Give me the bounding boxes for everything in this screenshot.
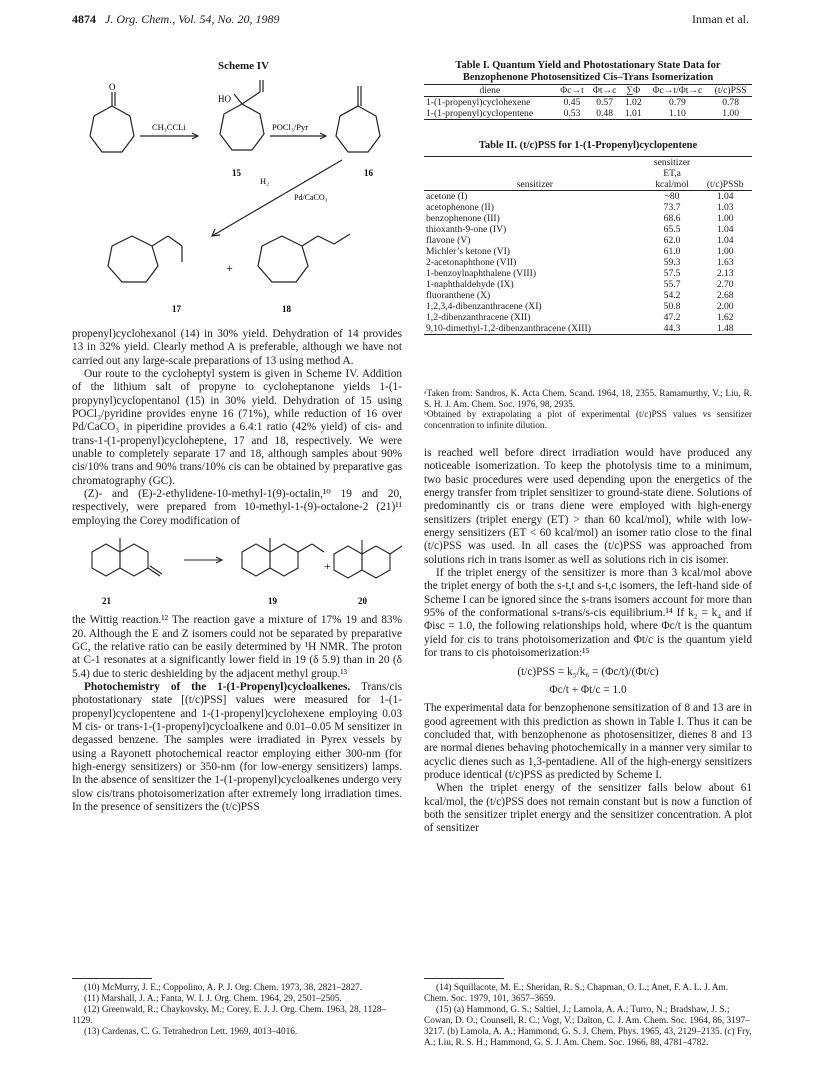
table-cell: 0.79 bbox=[669, 97, 686, 108]
table-cell: 55.7 bbox=[663, 279, 681, 290]
page-number: 4874 bbox=[72, 12, 96, 26]
table-cell: thioxanth-9-one (IV) bbox=[426, 224, 507, 235]
octalin-scheme bbox=[72, 532, 402, 612]
compound-21-label: 21 bbox=[102, 596, 111, 607]
paragraph: is reached well before direct irradiation would have produced any noticeable isomerization. To keep the photolysis time to a minimum, two basic procedures were used depending upon the energetics of the energy transfer from triplet sensitizer to ground-state diene. Solutions of predominantly cis or trans diene were employed with high-energy sensitizers (triplet energy (ET) > than 60 kcal/mol), while with low-energy sensitizers (ET < 60 kcal/mol) an isomer ratio close to the final (t/c)PSS was used. In all cases the (t/c)PSS was approached from solutions rich in trans isomer as well as solutions rich in cis isomer. bbox=[424, 447, 752, 566]
compound-20-label: 20 bbox=[358, 596, 367, 607]
paragraph: Our route to the cycloheptyl system is given in Scheme IV. Addition of the lithium salt of propyne to cycloheptanone yields 1-(1-propynyl)cyclopentanol (15) in 30% yield. Dehydration of 15 using POCl₃/pyridine provides enyne 16 (71%), while reduction of 16 over Pd/CaCO₃ in piperidine provides a 6.4:1 ratio (42% yield) of cis- and trans-1-(1-propenyl)cycloheptene, 17 and 18, respectively. We were unable to completely separate 17 and 18, although samples about 90% cis/10% trans and 90% trans/10% cis can be obtained by preparative gas chromatography (GC). bbox=[72, 368, 402, 487]
enyne-ring bbox=[336, 106, 380, 152]
table-cell: 9,10-dimethyl-1,2-dibenzanthracene (XIII) bbox=[426, 323, 591, 334]
table-cell: 1.63 bbox=[716, 257, 734, 268]
reference: (12) Greenwald, R.; Chaykovsky, M.; Corey, E. J. J. Org. Chem. 1963, 28, 1128–1129. bbox=[72, 1005, 387, 1026]
journal-citation: J. Org. Chem., Vol. 54, No. 20, 1989 bbox=[105, 12, 280, 26]
table-cell: 68.6 bbox=[663, 213, 681, 224]
section-heading: Photochemistry of the 1-(1-Propenyl)cycloalkenes. bbox=[84, 680, 351, 693]
table-row bbox=[424, 191, 752, 203]
table-cell: ~80 bbox=[664, 191, 680, 202]
section-paragraph bbox=[72, 681, 402, 814]
compound-15-label: 15 bbox=[232, 168, 241, 178]
footnote-separator bbox=[72, 978, 152, 979]
table-row bbox=[424, 235, 752, 246]
column-header: sensitizer bbox=[516, 179, 553, 190]
plus-sign: + bbox=[324, 559, 331, 574]
hydroxyl-label: HO bbox=[218, 94, 231, 104]
compound-18-label: 18 bbox=[282, 304, 291, 314]
footnote-separator bbox=[424, 978, 504, 979]
table-row bbox=[424, 246, 752, 257]
compound-16-label: 16 bbox=[364, 168, 373, 178]
column-header: (t/c)PSSb bbox=[706, 179, 744, 190]
footnote: ᵇObtained by extrapolating a plot of experimental (t/c)PSS values vs sensitizer concentration to infinite dilution. bbox=[424, 410, 752, 431]
table-cell: Michler’s ketone (VI) bbox=[426, 246, 511, 257]
reference: (10) McMurry, J. E.; Coppolino, A. P. J. Org. Chem. 1973, 38, 2821–2827. bbox=[84, 983, 363, 993]
table-cell: 2-acetonaphthone (VII) bbox=[426, 257, 517, 268]
cis-diene-ring bbox=[108, 236, 158, 282]
ketone-oxygen-label: O bbox=[109, 82, 116, 92]
table-cell: 1.10 bbox=[669, 108, 686, 119]
table-cell: 2.68 bbox=[716, 290, 734, 301]
table-cell: 1.03 bbox=[716, 202, 734, 213]
table-cell: 1.48 bbox=[716, 323, 734, 334]
table-header-row bbox=[424, 168, 752, 179]
equation-2: Φc/t + Φt/c = 1.0 bbox=[549, 683, 627, 696]
scheme-iv-diagram bbox=[72, 78, 417, 328]
compound-17-label: 17 bbox=[172, 304, 181, 314]
footnote: ᵃTaken from: Sandros, K. Acta Chem. Scand. 1964, 18, 2355. Ramamurthy, V.; Liu, R. S. H. J. Am. Chem. Soc. 1976, 98, 2935. bbox=[424, 389, 752, 410]
table-cell: 1-(1-propenyl)cyclohexene bbox=[426, 97, 531, 108]
table-cell: 1.62 bbox=[716, 312, 734, 323]
table-2-body bbox=[424, 191, 752, 335]
paragraph: propenyl)cyclohexanol (14) in 30% yield. Dehydration of 14 provides 13 in 32% yield. Clearly method A is preferable, although we have not carried out any large-scale preparations of 13 using method A. bbox=[72, 328, 402, 367]
table-cell: flavone (V) bbox=[426, 235, 471, 246]
reagent-3-label: H₂ bbox=[260, 176, 270, 186]
trans-diene-ring bbox=[258, 236, 308, 282]
table-cell: 2.13 bbox=[716, 268, 734, 279]
paragraph: The experimental data for benzophenone sensitization of 8 and 13 are in good agreement with this prediction as shown in Table I. Thus it can be concluded that, with benzophenone as photosensitizer, dienes 8 and 13 are normal dienes behaving photochemically in a manner very similar to acyclic dienes such as 1,3-pentadiene. All of the high-energy sensitizers produce identical (t/c)PSS as predicted by Scheme I. bbox=[424, 702, 752, 781]
table-cell: 1-benzoylnaphthalene (VIII) bbox=[426, 268, 537, 279]
table-cell: fluoranthene (X) bbox=[426, 290, 491, 301]
compound-19-label: 19 bbox=[268, 596, 277, 607]
authors-header: Inman et al. bbox=[692, 12, 749, 26]
table-cell: 1.04 bbox=[716, 191, 734, 202]
table-row bbox=[424, 108, 752, 120]
column-header: Φt→c bbox=[592, 85, 617, 96]
table-cell: acetone (I) bbox=[426, 191, 468, 202]
table-1 bbox=[424, 84, 752, 120]
table-cell: 0.45 bbox=[563, 97, 581, 108]
column-header: (t/c)PSS bbox=[714, 85, 747, 96]
reference: (15) (a) Hammond, G. S.; Saltiel, J.; Lamola, A. A.; Turro, N.; Bradshaw, J. S.; Cowan, D. O.; Counsell, R. C.; Vogt, V.; Dalton, C. J. Am. Chem. Soc. 1964, 86, 3197–3217. (b) Lamola, A. A.; Hammond, G. S. J. Chem. Phys. 1965, 43, 2129–2135. (c) Fry, A.; Liu, R. S. H.; Hammond, G. S. J. Am. Chem. Soc. 1966, 88, 4781–4782. bbox=[424, 1005, 752, 1048]
table-1-title: Table I. Quantum Yield and Photostationary State Data for Benzophenone Photosensitized Cis–Trans Isomerization bbox=[455, 60, 721, 83]
paragraph: (Z)- and (E)-2-ethylidene-10-methyl-1(9)-octalin,¹⁰ 19 and 20, respectively, were prepared from 10-methyl-1-(9)-octalone-2 (21)¹¹ employing the Corey modification of bbox=[72, 488, 402, 527]
table-cell: acetophenone (II) bbox=[426, 202, 494, 213]
table-cell: 1-naphthaldehyde (IX) bbox=[426, 279, 514, 290]
paragraph: When the triplet energy of the sensitizer falls below about 61 kcal/mol, the (t/c)PSS does not remain constant but is now a function of both the sensitizer triplet energy and the sensitizer concentration. A plot of sensitizer bbox=[424, 782, 752, 835]
table-header-row bbox=[424, 157, 752, 169]
table-row bbox=[424, 323, 752, 335]
table-row bbox=[424, 312, 752, 323]
table-cell: 2.70 bbox=[716, 279, 734, 290]
alcohol-ring bbox=[220, 104, 264, 150]
table-header-row bbox=[424, 85, 752, 97]
table-cell: 54.2 bbox=[663, 290, 681, 301]
cycloheptanone-ring bbox=[90, 106, 134, 152]
table-cell: 57.5 bbox=[663, 268, 681, 279]
reagent-4-label: Pd/CaCO₃ bbox=[294, 193, 328, 202]
table-row bbox=[424, 213, 752, 224]
reference: (14) Squillacote, M. E.; Sheridan, R. S.; Chapman, O. L.; Anet, F. A. L. J. Am. Chem. Soc. 1979, 101, 3657–3659. bbox=[424, 983, 729, 1004]
table-cell: 1,2,3,4-dibenzanthracene (XI) bbox=[426, 301, 542, 312]
plus-sign: + bbox=[226, 261, 233, 275]
table-cell: 1.00 bbox=[716, 246, 734, 257]
table-cell: benzophenone (III) bbox=[426, 213, 500, 224]
column-header: Φc→t bbox=[560, 85, 584, 96]
table-cell: 1,2-dibenzanthracene (XII) bbox=[426, 312, 531, 323]
column-header: kcal/mol bbox=[655, 179, 689, 190]
column-header: ∑Φ bbox=[626, 85, 641, 96]
column-header: Φc→t/Φt→c bbox=[652, 85, 703, 96]
table-2-footnotes bbox=[424, 389, 752, 431]
reagent-1-label: CH₃CCLi bbox=[152, 122, 186, 132]
table-cell: 65.5 bbox=[663, 224, 681, 235]
table-cell: 47.2 bbox=[663, 312, 681, 323]
paragraph: the Wittig reaction.¹² The reaction gave a mixture of 17% 19 and 83% 20. Although the E and Z isomers could not be separated by preparative GC, the relative ratio can be easily determined by ¹H NMR. The proton at C-1 resonates at a significantly lower field in 19 (δ 5.9) than in 20 (δ 5.4) due to steric deshielding by the adjacent methyl group.¹³ bbox=[72, 614, 402, 680]
equation-1: (t/c)PSS = k₅/k₆ = (Φc/t)/(Φt/c) bbox=[517, 665, 659, 678]
table-2 bbox=[424, 156, 752, 335]
table-cell: 62.0 bbox=[663, 235, 681, 246]
table-cell: 50.8 bbox=[663, 301, 681, 312]
column-header: diene bbox=[479, 85, 501, 96]
table-cell: 0.57 bbox=[596, 97, 614, 108]
running-header bbox=[72, 12, 280, 27]
reference: (13) Cardenas, C. G. Tetrahedron Lett. 1969, 4013–4016. bbox=[84, 1027, 298, 1037]
table-cell: 1.00 bbox=[722, 108, 740, 119]
table-row bbox=[424, 97, 752, 109]
table-cell: 1.00 bbox=[716, 213, 734, 224]
table-cell: 1.04 bbox=[716, 224, 734, 235]
table-row bbox=[424, 224, 752, 235]
reference: (11) Marshall, J. A.; Fanta, W. I. J. Org. Chem. 1964, 29, 2501–2505. bbox=[84, 994, 342, 1004]
table-cell: 73.7 bbox=[663, 202, 681, 213]
table-cell: 44.3 bbox=[663, 323, 681, 334]
table-row bbox=[424, 301, 752, 312]
table-2-title: Table II. (t/c)PSS for 1-(1-Propenyl)cyclopentene bbox=[478, 140, 698, 151]
table-cell: 1.01 bbox=[624, 108, 642, 119]
table-row bbox=[424, 268, 752, 279]
table-cell: 1.04 bbox=[716, 235, 734, 246]
table-row bbox=[424, 279, 752, 290]
table-cell: 61.0 bbox=[663, 246, 681, 257]
column-header: ET,a bbox=[663, 168, 681, 179]
right-column bbox=[424, 447, 752, 836]
references-left bbox=[72, 983, 402, 1038]
table-cell: 0.48 bbox=[596, 108, 614, 119]
table-cell: 2.00 bbox=[716, 301, 734, 312]
table-cell: 1.02 bbox=[624, 97, 642, 108]
reagent-2-label: POCl₃/Pyr bbox=[272, 122, 309, 132]
references-right bbox=[424, 983, 752, 1049]
table-cell: 0.53 bbox=[563, 108, 581, 119]
column-header: sensitizer bbox=[653, 157, 691, 168]
table-cell: 0.78 bbox=[722, 97, 740, 108]
table-cell: 59.3 bbox=[663, 257, 681, 268]
paragraph: If the triplet energy of the sensitizer is more than 3 kcal/mol above the triplet energy of both the s-t,t and s-t,c isomers, the left-hand side of Scheme I can be ignored since the s-trans isomers account for more than 95% of the conformational s-trans/s-cis equilibrium.¹⁴ If k₂ = k₄ and if Φisc = 1.0, the following relationships hold, where Φc/t is the quantum yield for cis to trans photoisomerization and Φt/c is the quantum yield for trans to cis photoisomerization:¹⁵ bbox=[424, 567, 752, 660]
left-column bbox=[72, 328, 402, 814]
table-header-row bbox=[424, 179, 752, 191]
table-row bbox=[424, 257, 752, 268]
table-cell: 1-(1-propenyl)cyclopentene bbox=[426, 108, 534, 119]
scheme-title: Scheme IV bbox=[218, 60, 270, 72]
table-row bbox=[424, 202, 752, 213]
paragraph-text: Trans/cis photostationary state [(t/c)PSS] values were measured for 1-(1-propenyl)cyclopentene and 1-(1-propenyl)cyclohexene employing 0.03 M cis- or trans-1-(1-propenyl)cycloalkene and 0.01–0.05 M sensitizer in degassed benzene. The samples were irradiated in Pyrex vessels by using a Rayonett photochemical reactor employing either 300-nm (for high-energy sensitizers) or 350-nm (for low-energy sensitizers) lamps. In the absence of sensitizer the 1-(1-propenyl)cycloalkenes undergo very slow cis/trans photoisomerization after extremely long irradiation times. In the presence of sensitizers the (t/c)PSS bbox=[72, 680, 402, 813]
table-row bbox=[424, 290, 752, 301]
